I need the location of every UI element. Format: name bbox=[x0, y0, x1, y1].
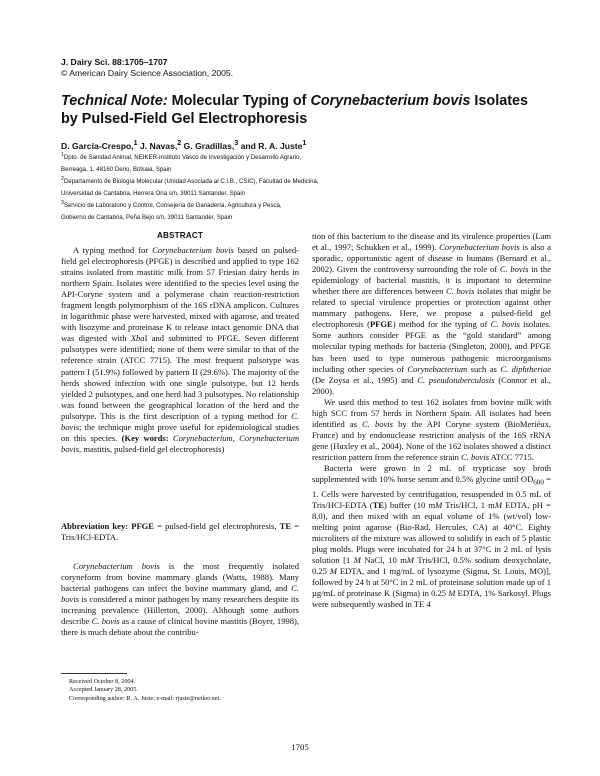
abstract-heading: ABSTRACT bbox=[156, 231, 204, 240]
affiliation-line: $^3$Servicio de Laboratorio y Control, Consejería de Ganadería, Agricultura y Pesca, bbox=[61, 199, 282, 209]
title-text-1: Molecular Typing of bbox=[167, 93, 311, 109]
journal-copyright: © American Dairy Science Association, 2005. bbox=[61, 68, 234, 78]
journal-header bbox=[61, 57, 233, 79]
received-date: Received October 8, 2004. bbox=[69, 678, 136, 685]
author: G. Gradillas,$^3$ bbox=[183, 139, 239, 151]
title-text-2: Isolates by Pulsed-Field Gel Electrophoresis bbox=[61, 93, 529, 127]
journal-citation: J. Dairy Sci. 88:1705–1707 bbox=[61, 57, 168, 67]
article-title bbox=[61, 93, 541, 128]
author: J. Navas,$^2$ bbox=[139, 139, 182, 151]
keywords-label: (Key words: bbox=[121, 432, 169, 443]
footnote-divider bbox=[61, 673, 127, 674]
affiliations bbox=[61, 151, 541, 223]
paragraph: Bacteria were grown in 2 mL of trypticase soy broth supplemented with 10% horse serum and 0.5% glycine until $OD_{600} = 1$. Cells were harvested by centrifugation, resuspended in 0.5 mL of Tris/HCl-EDTA (TE) buffer (10 mM Tris/HCl, 1 mM EDTA, pH = 8.0), and then mixed with an equal volume of 1% (wt/vol) low-melting point agarose (Bio-Rad, Hercules, CA) at 40°C. Eighty microliters of the mixture was allowed to solidify in each of 5 plastic plug molds. Plugs were incubated for 24 h at 37°C in 2 mL of lysis solution [1 M NaCl, 10 mM Tris/HCl, 0.5% sodium deoxycholate, 0.25 M EDTA, and 1 mg/mL of lysozyme (Sigma, St. Louis, MO)], followed by 24 h at 50°C in 2 mL of proteinase solution made up of 1 µg/mL of proteinase K (Sigma) in 0.25 M EDTA, 1% Sarkosyl. Plugs were subsequently washed in TE 4 bbox=[312, 462, 551, 610]
body-right-column bbox=[312, 231, 551, 610]
title-prefix: Technical Note: bbox=[61, 93, 168, 109]
page-number: 1705 bbox=[291, 742, 309, 752]
affiliation-line: $^2$Departamento de Biología Molecular (Unidad Asociada al C.I.B., CSIC), Facultad de Medicina, bbox=[61, 175, 319, 185]
paragraph: tion of this bacterium to the disease and its virulence properties (Lam et al., 1997; Schukken et al., 1999). Corynebacterium bovis is also a sporadic, opportunistic agent of disease in humans (Bernard et al., 2002). Given the controversy surrounding the role of C. bovis in the epidemiology of bacterial mastitis, it is important to determine whether there are differences between C. bovis isolates that might be related to special virulence properties or protection against other mammary pathogens. Here, we propose a pulsed-field gel electrophoresis (PFGE) method for the typing of C. bovis isolates. Some authors consider PFGE as the “gold standard” among molecular typing methods for bacteria (Singleton, 2000), and PFGE has been used to type numerous pathogenic microorganisms including other species of Corynebacterium such as C. diphtheriae (De Zoysa et al., 1995) and C. pseudotuberculosis (Connor et al., 2000). bbox=[312, 231, 551, 396]
affiliation-line: Gobierno de Cantabria, Peña Bejo s/n, 39011 Santander, Spain bbox=[61, 213, 233, 221]
title-organism: Corynebacterium bovis bbox=[310, 93, 471, 109]
footnotes bbox=[61, 678, 301, 703]
abstract-body: A typing method for Corynebacterium bovis based on pulsed-field gel electrophoresis (PFGE) is described and applied to type 162 strains isolated from mastitic milk from 57 Friesian dairy herds in northern Spain. Isolates were identified to the species level using the API-Coryne system and a polymerase chain reaction-restriction fragment length polymorphism of the 16S rDNA amplicon. Cultures in logarithmic phase were harvested, mixed with agarose, and treated with lisozyme and proteinase K to release intact genomic DNA that was digested with XbaI and submitted to PFGE. Seven different pulsotypes were identified; none of them were similar to that of the reference strain (ATCC 7715). The most frequent pulsotype was pattern I (51.9%) followed by pattern II (29.6%). The majority of the herds showed infection with one single pulsotype, but 12 herds yielded 2 pulsotypes, and one herd had 3 pulsotypes. No relationship was found between the geographical location of the herd and the pulsotype. This is the first description of a typing method for C. bovis; the technique might prove useful for epidemiological studies on this species. (Key words: Corynebacterium, Corynebacterium bovis, mastitis, pulsed-field gel electrophoresis) bbox=[61, 245, 300, 454]
paragraph: We used this method to test 162 isolates from bovine milk with high SCC from 57 herds in Northern Spain. All isolates had been identified as C. bovis by the API Coryne system (BioMeriéux, France) and by endonuclease restriction analysis of the 16S rRNA gene (Huxley et al., 2004). None of the 162 isolates showed a distinct restriction pattern from the reference strain C. bovis ATCC 7715. bbox=[312, 396, 551, 462]
accepted-date: Accepted January 28, 2005. bbox=[69, 686, 138, 694]
author-list bbox=[61, 139, 306, 151]
abbreviation-key: Abbreviation key: PFGE = pulsed-field gel electrophoresis, TE = Tris/HCl-EDTA. bbox=[61, 521, 299, 543]
affiliation-line: Universidad de Cantabria, Herrera Oria s/n, 39011 Santander, Spain bbox=[61, 189, 246, 197]
corresponding-author: Corresponding author: R. A. Juste; e-mail: rjuste@neiker.net. bbox=[69, 694, 221, 702]
introduction-left: Corynebacterium bovis is the most frequently isolated coryneform from bovine mammary glands (Watts, 1988). Many bacterial pathogens can infect the bovine mammary gland, and C. bovis is considered a minor pathogen by many researchers despite its increasing prevalence (Hillerton, 2000). Although some authors describe C. bovis as a cause of clinical bovine mastitis (Boyer, 1998), there is much debate about the contribu- bbox=[61, 561, 300, 638]
author: D. García-Crespo,$^1$ bbox=[61, 139, 138, 151]
affiliation-line: Berreaga, 1. 48160 Derio, Bizkaia, Spain bbox=[61, 165, 172, 173]
affiliation-line: $^1$Dpto. de Sanidad Animal, NEIKER-Instituto Vasco de Investigación y Desarrollo Agrario, bbox=[61, 152, 302, 162]
author: and R. A. Juste$^1$ bbox=[240, 139, 307, 151]
